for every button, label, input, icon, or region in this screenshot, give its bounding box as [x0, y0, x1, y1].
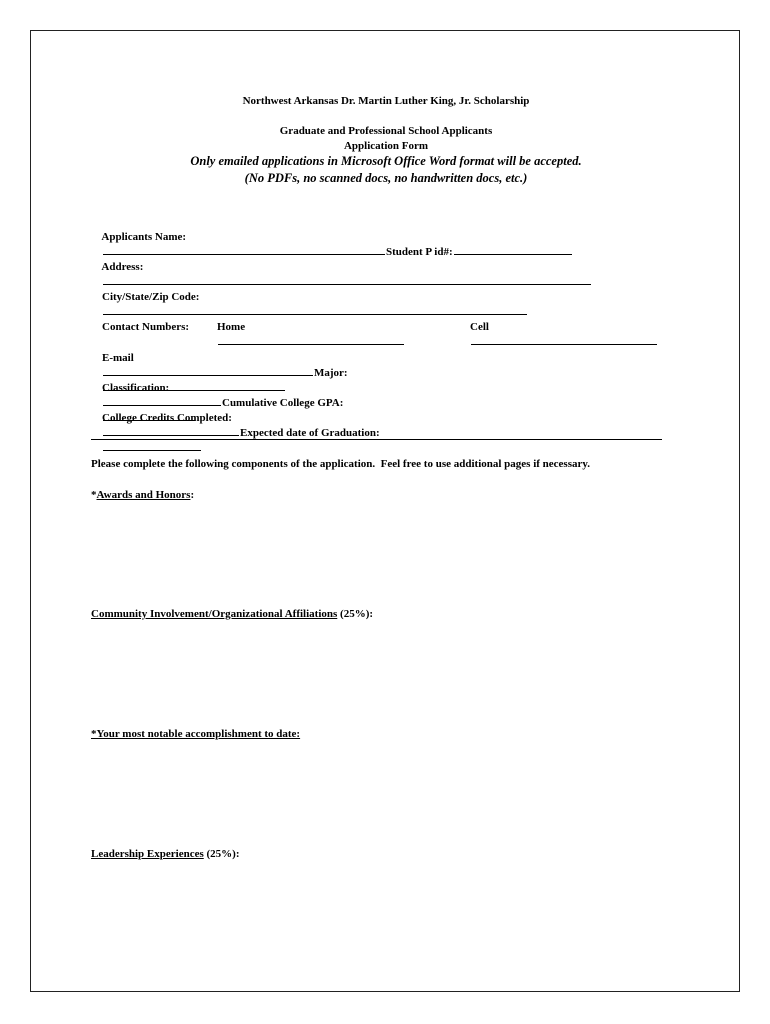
leadership-response-area[interactable]: [91, 866, 691, 976]
leadership-weight: (25%):: [203, 848, 240, 860]
email-label: E-mail: [102, 352, 134, 364]
cell-phone-row: [459, 308, 658, 362]
awards-colon: :: [190, 489, 195, 501]
major-label: Major:: [314, 367, 348, 379]
leadership-heading: [91, 848, 240, 861]
graduation-field[interactable]: [103, 440, 201, 451]
accomplishment-response-area[interactable]: [91, 746, 691, 842]
applicant-name-label: Applicants Name:: [101, 231, 187, 243]
awards-asterisk: *: [91, 489, 97, 501]
credits-field[interactable]: [103, 425, 239, 436]
form-subtitle-application: Application Form: [343, 140, 429, 152]
accomplishment-heading: *Your most notable accomplishment to date:: [91, 728, 301, 740]
form-page: [30, 30, 740, 992]
format-restrictions: (No PDFs, no scanned docs, no handwritten docs, etc.): [244, 171, 528, 185]
address-label: Address:: [101, 261, 144, 273]
section-divider: [91, 439, 662, 440]
format-notice: Only emailed applications in Microsoft Office Word format will be accepted.: [190, 154, 582, 168]
cell-phone-field[interactable]: [471, 334, 657, 345]
contact-numbers-label: Contact Numbers:: [102, 321, 190, 333]
awards-response-area[interactable]: [91, 507, 691, 603]
community-weight: (25%):: [337, 608, 374, 620]
credits-label: College Credits Completed:: [102, 412, 232, 424]
awards-heading: [91, 489, 194, 502]
student-pid-label: Student P id#:: [386, 246, 453, 258]
community-label: Community Involvement/Organizational Affiliations: [91, 608, 338, 620]
graduation-label: Expected date of Graduation:: [240, 427, 380, 439]
community-response-area[interactable]: [91, 626, 691, 722]
instructions-text: Please complete the following components of the application. Feel free to use additional pages if necessary.: [91, 458, 591, 470]
classification-label: Classification:: [102, 382, 170, 394]
form-subtitle-applicants: Graduate and Professional School Applicants: [279, 125, 493, 137]
home-phone-label: Home: [217, 321, 246, 333]
cell-phone-label: Cell: [470, 321, 489, 333]
form-title: Northwest Arkansas Dr. Martin Luther King, Jr. Scholarship: [242, 95, 530, 107]
gpa-label: Cumulative College GPA:: [222, 397, 344, 409]
awards-label: Awards and Honors: [96, 489, 191, 501]
community-heading: [91, 608, 373, 621]
city-state-zip-label: City/State/Zip Code:: [102, 291, 200, 303]
leadership-label: Leadership Experiences: [91, 848, 204, 860]
